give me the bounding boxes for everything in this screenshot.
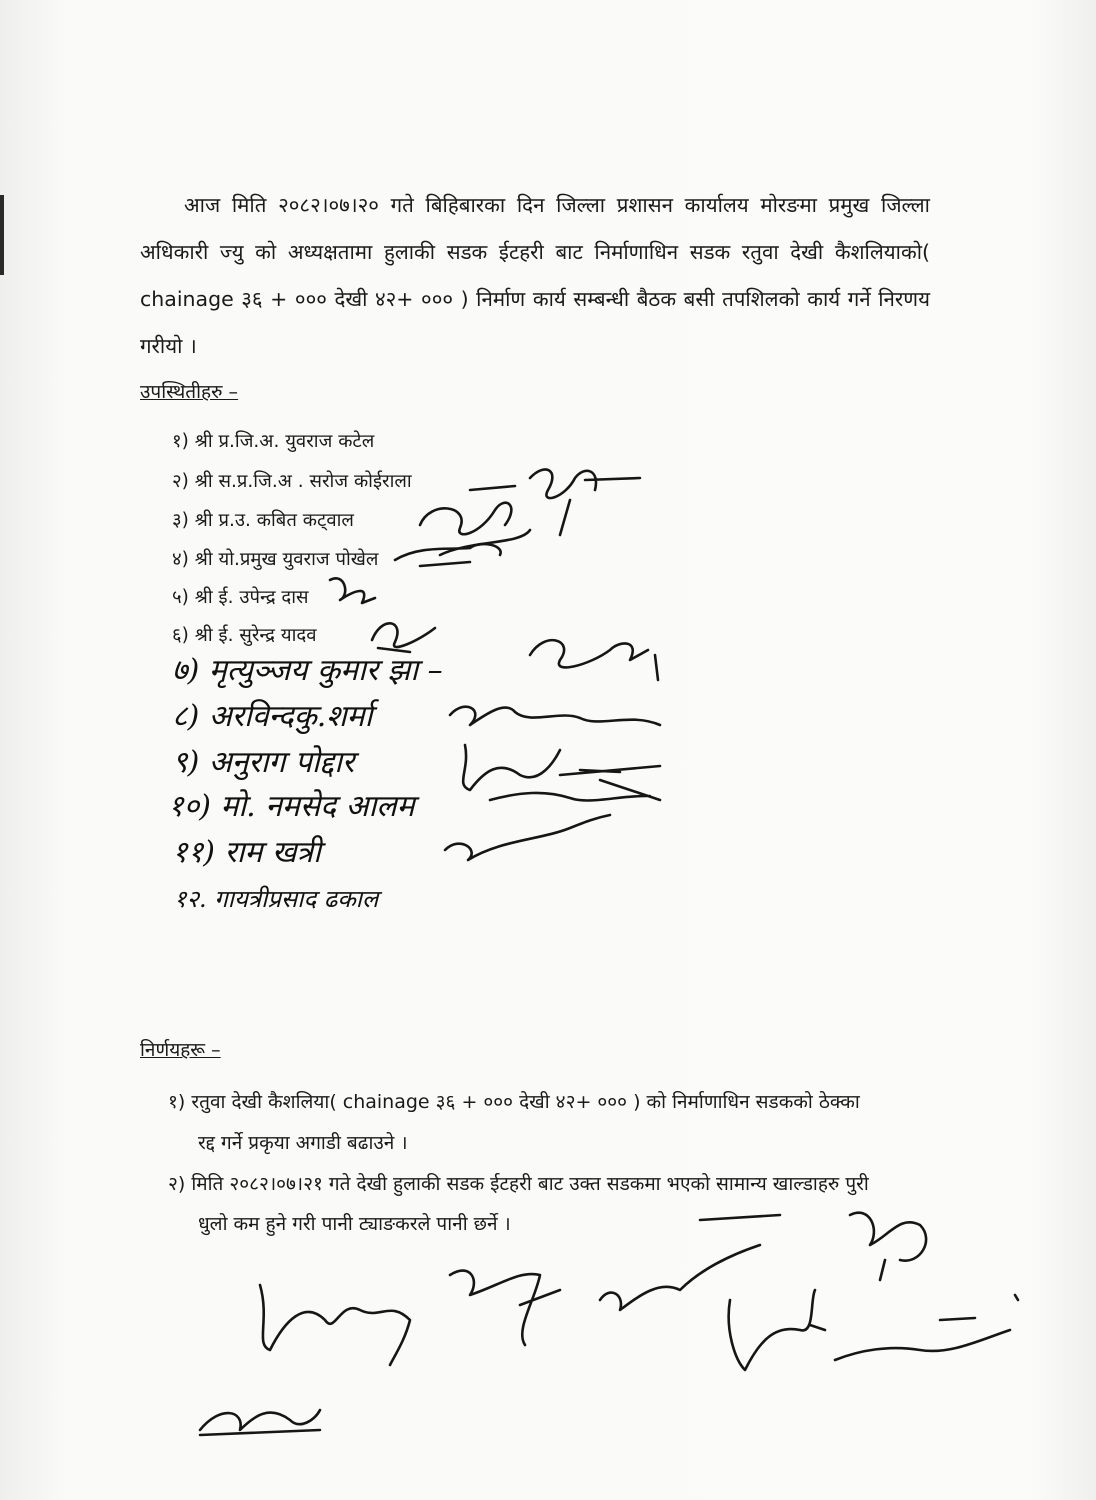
signature-mark — [420, 503, 530, 555]
decision-item: १) रतुवा देखी कैशलिया( chainage ३६ + ००० देखी ४२+ ००० ) को निर्माणाधिन सडकको ठेक्का — [168, 1091, 860, 1113]
signature-mark — [200, 1410, 320, 1435]
signature-mark — [600, 1215, 780, 1310]
signature-mark — [729, 1290, 825, 1370]
signature-mark — [445, 815, 610, 860]
decision-item: २) मिति २०८२।०७।२१ गते देखी हुलाकी सडक ईटहरी बाट उक्त सडकमा भएको सामान्य खाल्डाहरु पुरी — [168, 1173, 869, 1195]
attendee-item: १) श्री प्र.जि.अ. युवराज कटेल — [172, 431, 375, 452]
decision-item-continued: धुलो कम हुने गरी पानी ट्याङकरले पानी छर्ने । — [198, 1213, 511, 1235]
signature-mark — [470, 469, 640, 535]
attendee-item: ३) श्री प्र.उ. कबित कट्वाल — [172, 510, 354, 531]
signature-mark — [260, 1285, 410, 1365]
signature-mark — [450, 707, 660, 725]
attendee-item: ६) श्री ई. सुरेन्द्र यादव — [172, 625, 317, 646]
signature-mark — [835, 1295, 1018, 1360]
handwritten-attendee: ९) अनुराग पोद्दार — [172, 745, 355, 780]
signature-mark — [372, 623, 435, 652]
signature-mark — [330, 578, 375, 603]
handwritten-attendee: १०) मो. नमसेद आलम — [168, 789, 415, 824]
attendee-item: ४) श्री यो.प्रमुख युवराज पोखेल — [172, 549, 379, 570]
handwritten-attendee: १२. गायत्रीप्रसाद ढकाल — [174, 885, 379, 913]
signature-mark — [395, 544, 501, 566]
signature-mark — [850, 1213, 926, 1280]
handwritten-attendee: ११) राम खत्री — [172, 835, 321, 870]
signature-mark — [450, 1271, 560, 1345]
attendee-item: २) श्री स.प्र.जि.अ . सरोज कोईराला — [172, 471, 412, 492]
signature-mark — [530, 640, 658, 680]
decisions-heading: निर्णयहरू – — [140, 1039, 221, 1061]
attendees-heading: उपस्थितीहरु – — [140, 381, 239, 403]
handwritten-attendee: ७) मृत्युञ्जय कुमार झा – — [172, 653, 443, 688]
attendee-item: ५) श्री ई. उपेन्द्र दास — [172, 587, 309, 608]
signature-mark — [463, 745, 660, 790]
paragraph-text: आज मिति २०८२।०७।२० गते बिहिबारका दिन जिल्ला प्रशासन कार्यालय मोरङमा प्रमुख जिल्ला अधिकारी ज्यु को अध्यक्षतामा हुलाकी सडक ईटहरी बाट निर्माणाधिन सडक रतुवा देखी कैशलियाको( chainage ३६ + ००० देखी ४२+ ००० ) निर्माण कार्य सम्बन्धी बैठक बसी तपशिलको कार्य गर्ने निरणय गरीयो । — [140, 193, 930, 358]
handwritten-attendee: ८) अरविन्दकु.शर्मा — [172, 699, 373, 734]
decision-item-continued: रद्द गर्ने प्रकृया अगाडी बढाउने । — [198, 1132, 408, 1154]
